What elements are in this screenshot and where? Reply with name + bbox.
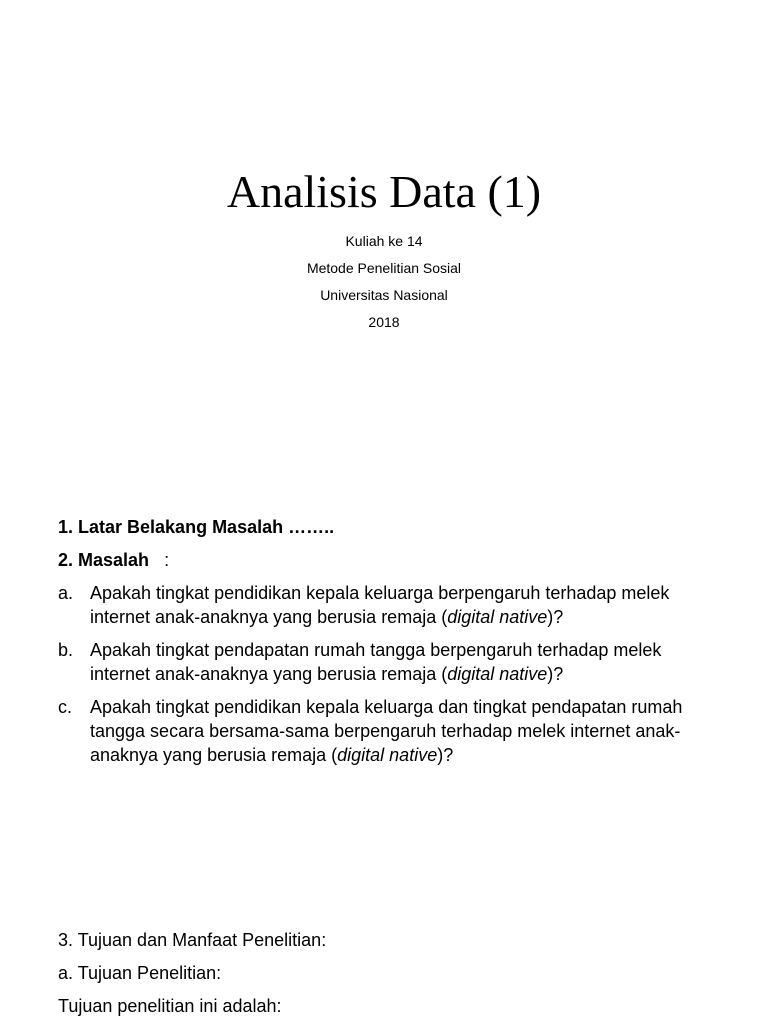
- question-letter: c.: [58, 697, 73, 717]
- question-text-main: Apakah tingkat pendidikan kepala keluarga berpengaruh terhadap melek internet anak-anaknya yang berusia remaja (: [90, 583, 670, 627]
- slide-title: Analisis Data (1): [226, 166, 542, 217]
- subtitle-course-session: Kuliah ke 14: [345, 233, 423, 249]
- question-item-b: [58, 638, 718, 686]
- question-item-a: [58, 581, 718, 629]
- subtitle-course-name: Metode Penelitian Sosial: [306, 260, 462, 276]
- question-text-italic: digital native: [447, 607, 548, 627]
- question-text: [90, 638, 718, 686]
- section-heading-background: 1. Latar Belakang Masalah ……..: [58, 517, 335, 537]
- question-item-c: [58, 695, 718, 767]
- subtitle-year: 2018: [368, 314, 400, 330]
- question-text-italic: digital native: [447, 664, 548, 684]
- subheading-research-objective: a. Tujuan Penelitian:: [58, 963, 222, 983]
- question-text-end: )?: [437, 745, 454, 765]
- objective-intro-text: Tujuan penelitian ini adalah:: [58, 996, 282, 1016]
- question-text-main: Apakah tingkat pendidikan kepala keluarga dan tingkat pendapatan rumah tangga secara bersama-sama berpengaruh terhadap melek internet anak-anaknya yang berusia remaja (: [90, 697, 683, 765]
- question-text: [90, 581, 718, 629]
- question-text: [90, 695, 718, 767]
- question-text-end: )?: [547, 607, 564, 627]
- section-heading-objectives: 3. Tujuan dan Manfaat Penelitian:: [58, 930, 327, 950]
- subtitle-university: Universitas Nasional: [320, 287, 448, 303]
- question-letter: b.: [58, 640, 74, 660]
- question-text-end: )?: [547, 664, 564, 684]
- question-text-main: Apakah tingkat pendapatan rumah tangga berpengaruh terhadap melek internet anak-anaknya yang berusia remaja (: [90, 640, 662, 684]
- content-body: [58, 515, 718, 776]
- section-heading-problem: [58, 548, 718, 572]
- question-letter: a.: [58, 583, 74, 603]
- section-heading-problem-label: 2. Masalah: [58, 550, 150, 570]
- objectives-block: [58, 928, 718, 1027]
- subtitle-block: [0, 228, 768, 336]
- question-text-italic: digital native: [337, 745, 438, 765]
- section-heading-problem-colon: :: [164, 550, 170, 570]
